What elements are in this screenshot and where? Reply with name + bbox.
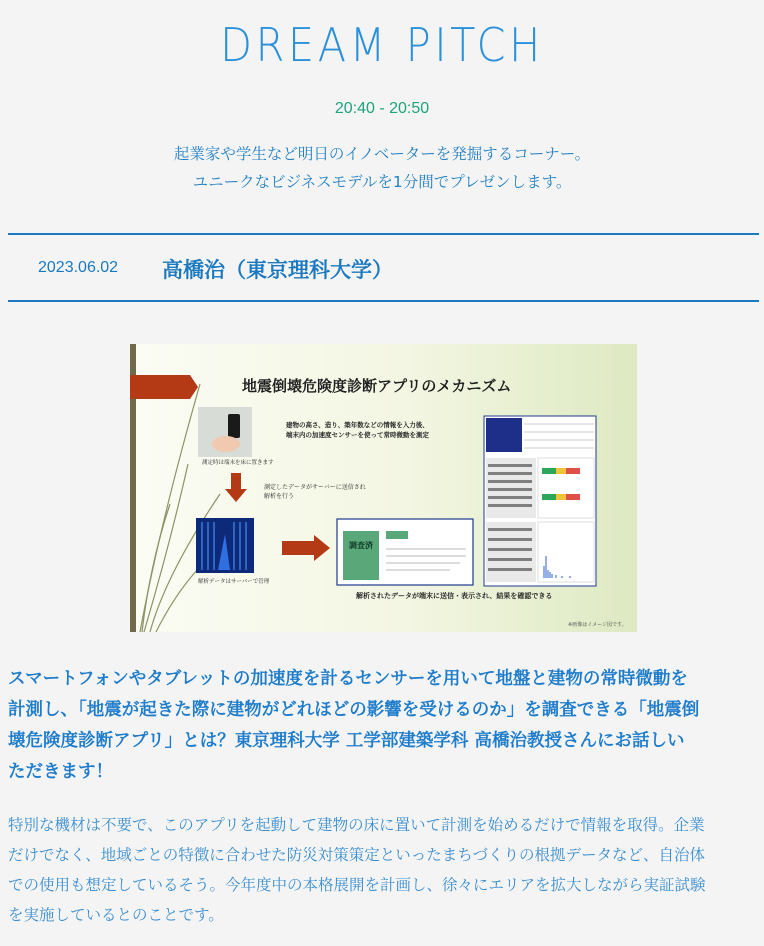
body-line: だけでなく、地域ごとの特徴に合わせた防災対策策定といったまちづくりの根拠データなど、自治体 [8, 846, 706, 864]
slide-image [130, 344, 637, 632]
body-line: を実施しているとのことです。 [8, 906, 224, 924]
body-line: での使用も想定しているそう。今年度中の本格展開を計画し、徐々にエリアを拡大しながら実証試験 [8, 876, 706, 894]
step1-desc-line: 建物の高さ、造り、築年数などの情報を入力後、 [286, 421, 429, 429]
slide-title: 地震倒壊危険度診断アプリのメカニズム [242, 377, 512, 395]
intro-line: 起業家や学生など明日のイノベーターを発掘するコーナー。 [173, 145, 591, 163]
report-stamp: 調査済 [349, 541, 373, 550]
server-caption: 解析データはサーバーで管理 [198, 579, 270, 585]
article-lede [8, 664, 760, 788]
phone-caption: 測定時は端末を床に置きます [202, 460, 274, 466]
lede-line: 壊危険度診断アプリ」とは？東京理科大学 工学部建築学科 高橋治教授さんにお話しい [8, 731, 685, 751]
image-note: ※画像はイメージ図です。 [568, 622, 627, 628]
intro-line: ユニークなビジネスモデルを1分間でプレゼンします。 [192, 173, 572, 191]
body-line: 特別な機材は不要で、このアプリを起動して建物の床に置いて計測を始めるだけで情報を取得。企業 [8, 816, 705, 834]
divider-top [8, 233, 759, 235]
section-intro [0, 140, 764, 196]
right-arrow-icon [282, 535, 330, 561]
step1-desc-line: 端末内の加速度センサーを使って常時微動を測定 [286, 431, 429, 439]
down-arrow-icon [225, 473, 247, 502]
report-stamp-box [343, 531, 379, 580]
divider-bottom [8, 300, 759, 302]
lede-line: 計測し、「地震が起きた際に建物がどれほどの影響を受けるのか」を調査できる「地震倒 [8, 700, 700, 720]
result-caption: 解析されたデータが端末に送信・表示され、結果を確認できる [356, 592, 553, 600]
phone-icon [228, 414, 240, 438]
lede-line: スマートフォンやタブレットの加速度を計るセンサーを用いて地盤と建物の常時微動を [8, 669, 688, 689]
episode-date: 2023.06.02 [38, 259, 119, 276]
title-arrow-icon [130, 375, 198, 399]
step2-desc-line: 解析を行う [264, 493, 295, 500]
presenter-name: 高橋治（東京理科大学） [162, 258, 393, 282]
article-body [8, 810, 760, 930]
section-title: DREAM PITCH [220, 18, 544, 72]
broadcast-time: 20:40 - 20:50 [334, 100, 430, 117]
lede-line: ただきます！ [8, 762, 113, 782]
step2-desc-line: 測定したデータがサーバーに送信され [264, 484, 366, 491]
